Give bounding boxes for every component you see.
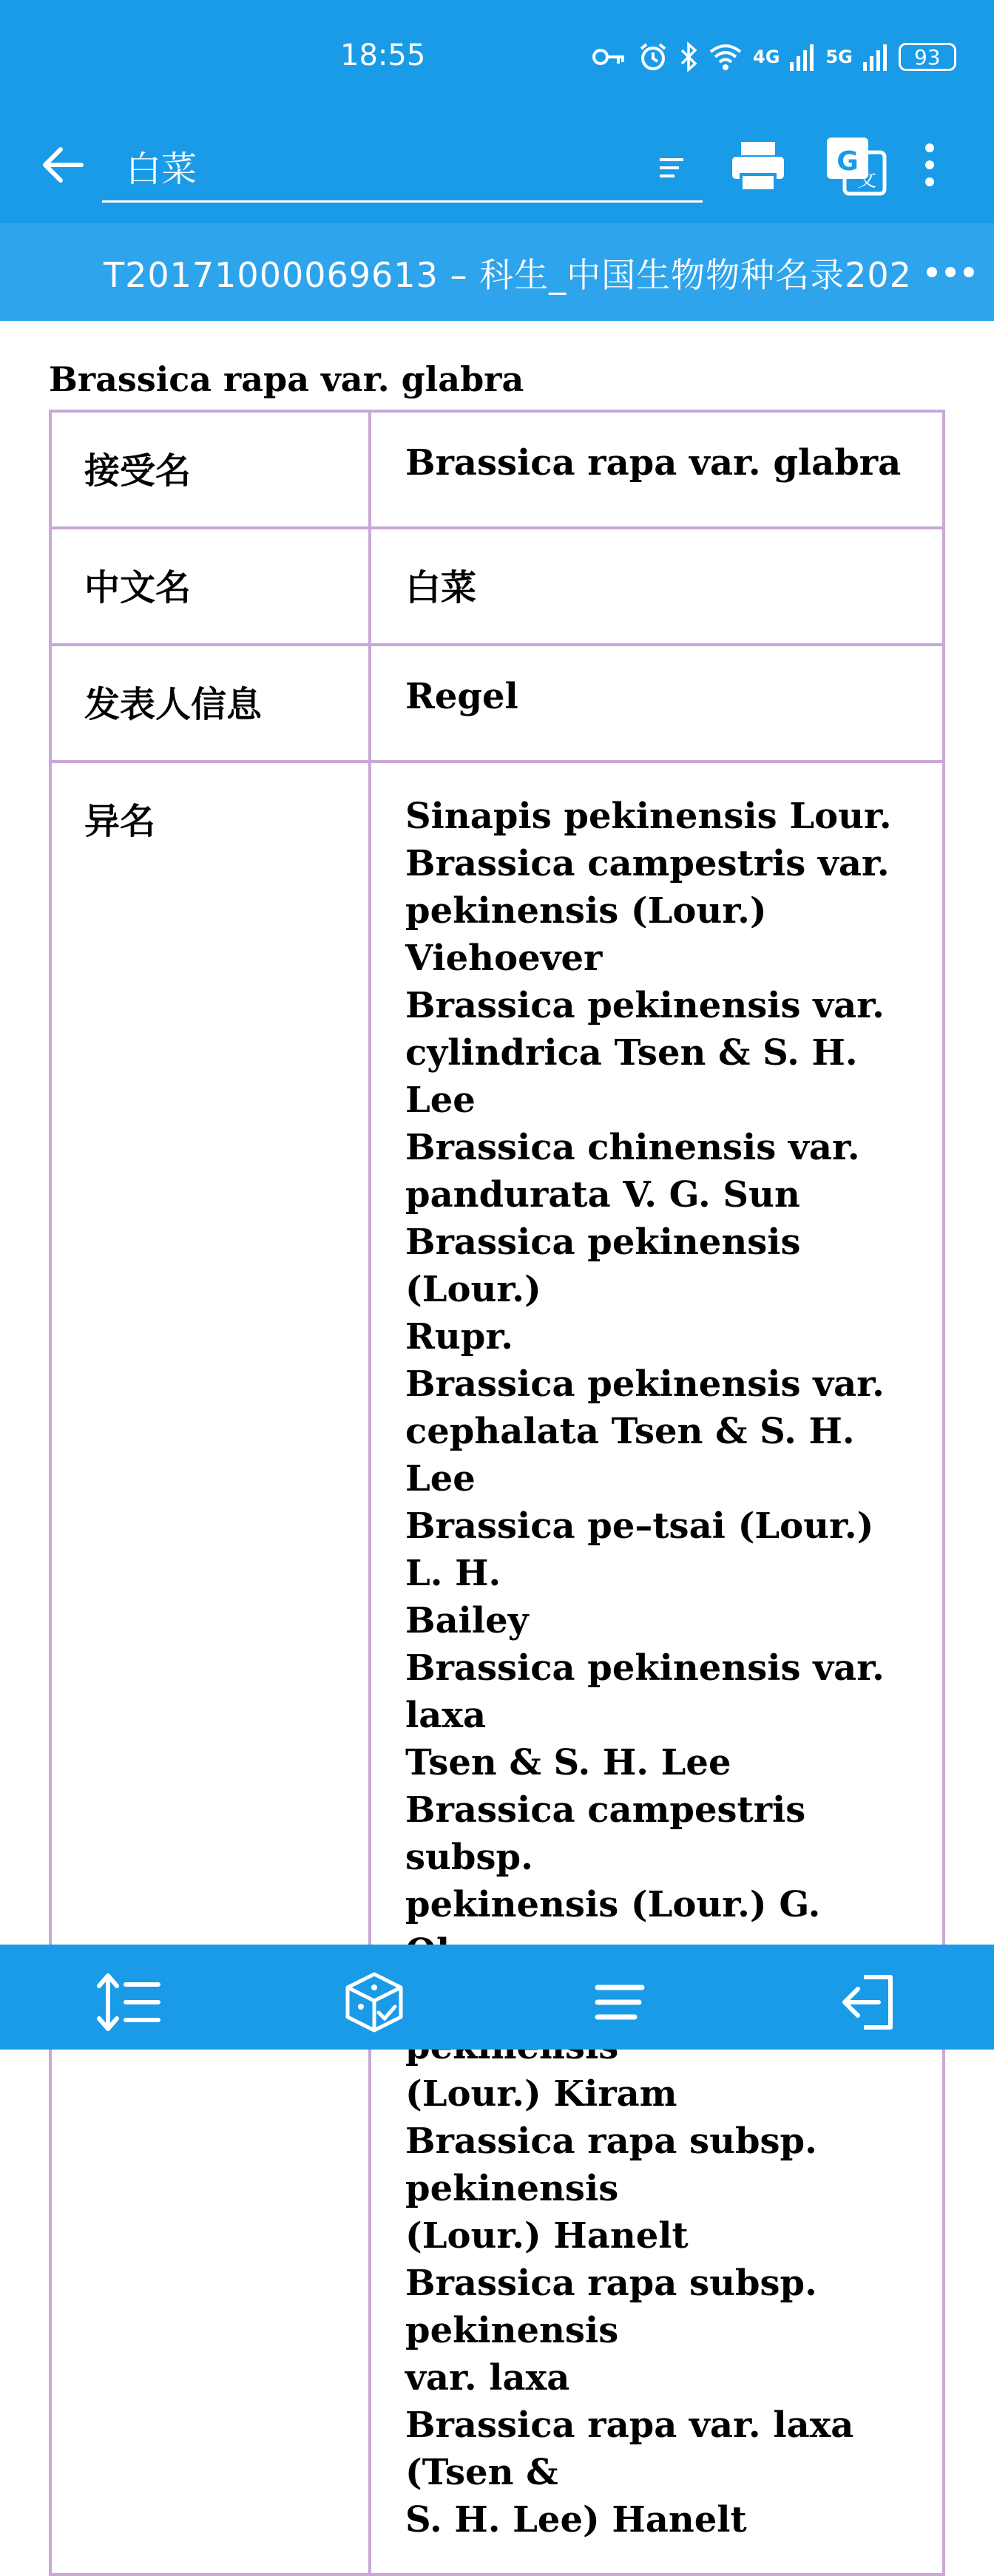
status-icons (592, 38, 956, 75)
synonym-line: Brassica pekinensis var. (405, 1363, 885, 1405)
synonym-line: (Lour.) Kiram (405, 2073, 677, 2115)
synonym-line: Brassica pekinensis var. laxa (405, 1647, 885, 1736)
synonym-line: var. laxa (405, 2357, 570, 2399)
synonym-line: Brassica pekinensis var. (405, 985, 885, 1026)
synonym-line: Bailey (405, 1600, 529, 1641)
bottom-toolbar (0, 1945, 994, 2050)
wifi-icon (709, 43, 743, 71)
synonym-line: Brassica campestris var. (405, 843, 890, 884)
exit-icon[interactable] (831, 1967, 902, 2038)
synonym-line: Brassica rapa subsp. pekinensis (405, 2263, 817, 2351)
row-key: 异名 (50, 762, 370, 2575)
svg-text:文: 文 (856, 169, 877, 191)
synonym-line: pekinensis (Lour.) Viehoever (405, 890, 767, 979)
more-horiz-icon[interactable] (924, 265, 976, 279)
synonym-line: Brassica pe–tsai (Lour.) L. H. (405, 1505, 874, 1594)
search-input[interactable] (124, 139, 608, 192)
back-arrow-icon[interactable] (37, 139, 89, 191)
synonym-line: cephalata Tsen & S. H. Lee (405, 1411, 855, 1499)
synonym-line: pandurata V. G. Sun (405, 1174, 800, 1216)
row-value: Brassica rapa var. glabra (370, 411, 944, 528)
synonym-line: Brassica rapa subsp. pekinensis (405, 2121, 817, 2209)
synonym-line: pekinensis (Lour.) G. (405, 1884, 821, 1925)
battery-indicator: 93 (899, 43, 956, 71)
table-row (50, 762, 944, 2575)
table-row (50, 411, 944, 528)
signal-5g-icon (863, 43, 888, 71)
status-bar (0, 0, 994, 117)
signal-4g-icon (790, 43, 815, 71)
row-value: Regel (370, 645, 944, 762)
synonym-line: Rupr. (405, 1316, 513, 1358)
synonym-line: Brassica pekinensis (Lour.) (405, 1221, 801, 1310)
document-tab[interactable] (0, 223, 994, 321)
signal-4g-label: 4G (753, 47, 780, 67)
row-key: 接受名 (50, 411, 370, 528)
synonym-line: Brassica campestris subsp. (405, 1789, 806, 1878)
row-key: 中文名 (50, 528, 370, 645)
app-bar (0, 117, 994, 223)
bluetooth-icon (679, 41, 698, 72)
cube-check-icon[interactable] (339, 1967, 410, 2038)
document-content[interactable] (0, 321, 994, 2541)
menu-lines-icon[interactable] (584, 1967, 655, 2038)
synonym-line: Tsen & S. H. Lee (405, 1742, 731, 1783)
document-title: T20171000069613 – 科生_中国生物物种名录202 (104, 255, 912, 295)
synonym-line: Brassica chinensis var. (405, 1127, 860, 1168)
key-icon (592, 46, 627, 68)
signal-5g-label: 5G (825, 47, 853, 67)
table-row (50, 528, 944, 645)
svg-text:G: G (836, 146, 859, 177)
line-spacing-icon[interactable] (92, 1967, 163, 2038)
synonym-line: Brassica rapa var. laxa (Tsen & (405, 2404, 854, 2493)
synonym-line: cylindrica Tsen & S. H. Lee (405, 1032, 858, 1121)
synonym-list (370, 762, 944, 2575)
top-bar (0, 0, 994, 223)
search-box[interactable] (102, 132, 703, 203)
translate-icon[interactable] (822, 132, 889, 198)
synonym-line: S. H. Lee) Hanelt (405, 2499, 747, 2541)
search-options-icon[interactable] (658, 157, 685, 179)
row-value: 白菜 (370, 528, 944, 645)
status-time: 18:55 (340, 38, 426, 72)
table-caption: Brassica rapa var. glabra (49, 359, 524, 399)
species-table (49, 410, 945, 2576)
alarm-icon (638, 41, 669, 72)
print-icon[interactable] (725, 132, 791, 198)
synonym-line: Sinapis pekinensis Lour. (405, 796, 892, 837)
synonym-line: (Lour.) Hanelt (405, 2215, 689, 2257)
table-row (50, 645, 944, 762)
row-key: 发表人信息 (50, 645, 370, 762)
more-vert-icon[interactable] (911, 132, 948, 198)
